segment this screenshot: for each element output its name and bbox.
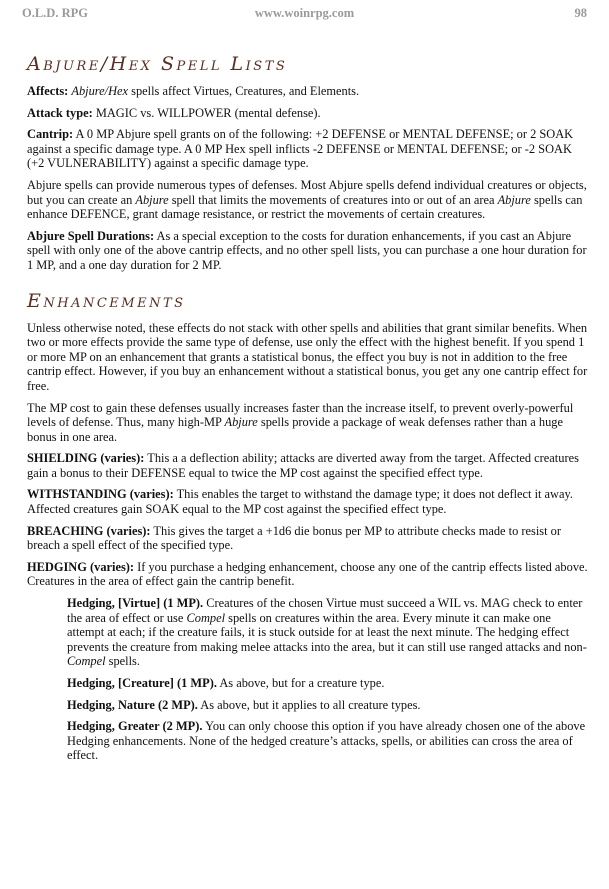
hedging-nature-label: Hedging, Nature (2 MP). [67, 697, 198, 712]
section-title-enhancements: Enhancements [27, 289, 186, 312]
withstanding-paragraph [27, 487, 589, 516]
affects-italic: Abjure/Hex [71, 84, 129, 98]
withstanding-text: This enables the target to withstand the damage type; it does not deflect it away. Affected creatures gain SOAK equal to the MP cost against the specified effect type. [27, 487, 573, 517]
hedging-greater-text: You can only choose this option if you have already chosen one of the above Hedging enhancements. None of the hedged creature’s attacks, spells, or abilities can cross the area of effect. [67, 719, 586, 763]
hedging-creature-paragraph [67, 676, 589, 691]
hedging-greater-paragraph [67, 719, 589, 763]
affects-label: Affects: [27, 84, 69, 98]
hedging-text: If you purchase a hedging enhancement, choose any one of the cantrip effects listed above. Creatures in the area of effect gain the cantrip benefit. [27, 559, 588, 589]
page-content [27, 52, 589, 770]
hedging-nature-text: As above, but it applies to all creature types. [197, 697, 421, 712]
hedging-label: HEDGING (varies): [27, 559, 135, 574]
header-website: www.woinrpg.com [254, 6, 355, 20]
hedging-virtue-i2: Compel [67, 654, 106, 669]
hedging-creature-label: Hedging, [Creature] (1 MP). [67, 676, 217, 690]
breaching-paragraph [27, 524, 589, 553]
cantrip-label: Cantrip: [27, 127, 74, 142]
cantrip-text: A 0 MP Abjure spell grants on of the following: +2 DEFENSE or MENTAL DEFENSE; or 2 SOAK against a specific damage type. A 0 MP Hex spell inflicts -2 DEFENSE or MENTAL DEFENSE; or -2 SOAK (+2 VULNERABILITY) against a specific damage type. [27, 127, 574, 171]
header-book-title: O.L.D. RPG [22, 6, 88, 20]
breaching-label: BREACHING (varies): [27, 523, 151, 538]
hedging-virtue-a: Creatures of the chosen Virtue must succeed a WIL vs. MAG check to enter the area of effect or use [67, 596, 583, 625]
hedging-virtue-c: spells. [105, 654, 140, 669]
hedging-nature-paragraph [67, 698, 589, 713]
page-number: 98 [574, 6, 587, 20]
hedging-paragraph [27, 560, 589, 589]
section-title-abjure: Abjure/Hex Spell Lists [27, 53, 288, 75]
hedging-virtue-label: Hedging, [Virtue] (1 MP). [67, 596, 204, 611]
hedging-virtue-paragraph [67, 596, 589, 669]
cantrip-paragraph [27, 127, 589, 171]
attack-paragraph [27, 106, 589, 121]
hedging-virtue-i1: Compel [186, 610, 226, 625]
abjure-intro-b: spell that limits the movements of creatures into or out of an area [168, 192, 498, 207]
enhancements-intro-paragraph: Unless otherwise noted, these effects do not stack with other spells and abilities that grant similar benefits. When two or more effects provide the same type of defense, use only the effect with the highest benefit. If you spend 1 or more MP on an enhancement that grants a statistical bonus, the effect you buy is not in addition to the free cantrip effect. However, if you buy an enhancement without a statistical bonus, you get any one cantrip effect for free. [27, 320, 588, 393]
durations-text: As a special exception to the costs for duration enhancements, if you cast an Abjure spell with only one of the above cantrip effects, and no other spell lists, you can purchase a one hour duration for 1 MP, and a one day duration for 2 MP. [27, 228, 587, 272]
hedging-creature-text: As above, but for a creature type. [216, 676, 385, 690]
abjure-intro-i2: Abjure [497, 192, 531, 207]
affects-text: spells affect Virtues, Creatures, and Elements. [128, 84, 360, 98]
mp-cost-a: The MP cost to gain these defenses usually increases faster than the increase itself, to prevent overly-powerful levels of defense. Thus, many high-MP [27, 400, 574, 430]
shielding-paragraph [27, 451, 589, 480]
mp-cost-italic: Abjure [224, 415, 258, 430]
abjure-intro-paragraph [27, 178, 589, 222]
hedging-virtue-b: spells on creatures within the area. Every minute it can make one attempt at each; if the creature fails, it is stuck outside for at least the next minute. The hedging effect prevents the creature from making melee attacks into the area, but it can still use ranged attacks and non- [67, 610, 587, 654]
durations-label: Abjure Spell Durations: [27, 228, 155, 243]
shielding-label: SHIELDING (varies): [27, 451, 145, 466]
abjure-intro-a: Abjure spells can provide numerous types of defenses. Most Abjure spells defend individual creatures or objects, but you can create an [27, 177, 587, 207]
withstanding-label: WITHSTANDING (varies): [27, 487, 174, 502]
hedging-greater-label: Hedging, Greater (2 MP). [67, 719, 203, 734]
attack-label: Attack type: [27, 105, 93, 120]
durations-paragraph [27, 229, 589, 273]
abjure-intro-i1: Abjure [135, 192, 169, 207]
mp-cost-b: spells provide a package of weak defenses rather than a huge bonus in one area. [27, 415, 563, 444]
affects-paragraph [27, 84, 589, 99]
abjure-intro-c: spells can enhance DEFENCE, grant damage resistance, or restrict the movements of certain creatures. [27, 192, 583, 222]
attack-text: MAGIC vs. WILLPOWER (mental defense). [92, 105, 321, 120]
shielding-text: This a a deflection ability; attacks are diverted away from the target. Affected creatures gain a bonus to their DEFENSE equal to twice the MP cost against the specified effect type. [27, 451, 579, 480]
page-header [22, 6, 587, 26]
breaching-text: This gives the target a +1d6 die bonus per MP to attribute checks made to resist or breach a spell effect of the specified type. [27, 523, 561, 553]
mp-cost-paragraph [27, 401, 589, 445]
